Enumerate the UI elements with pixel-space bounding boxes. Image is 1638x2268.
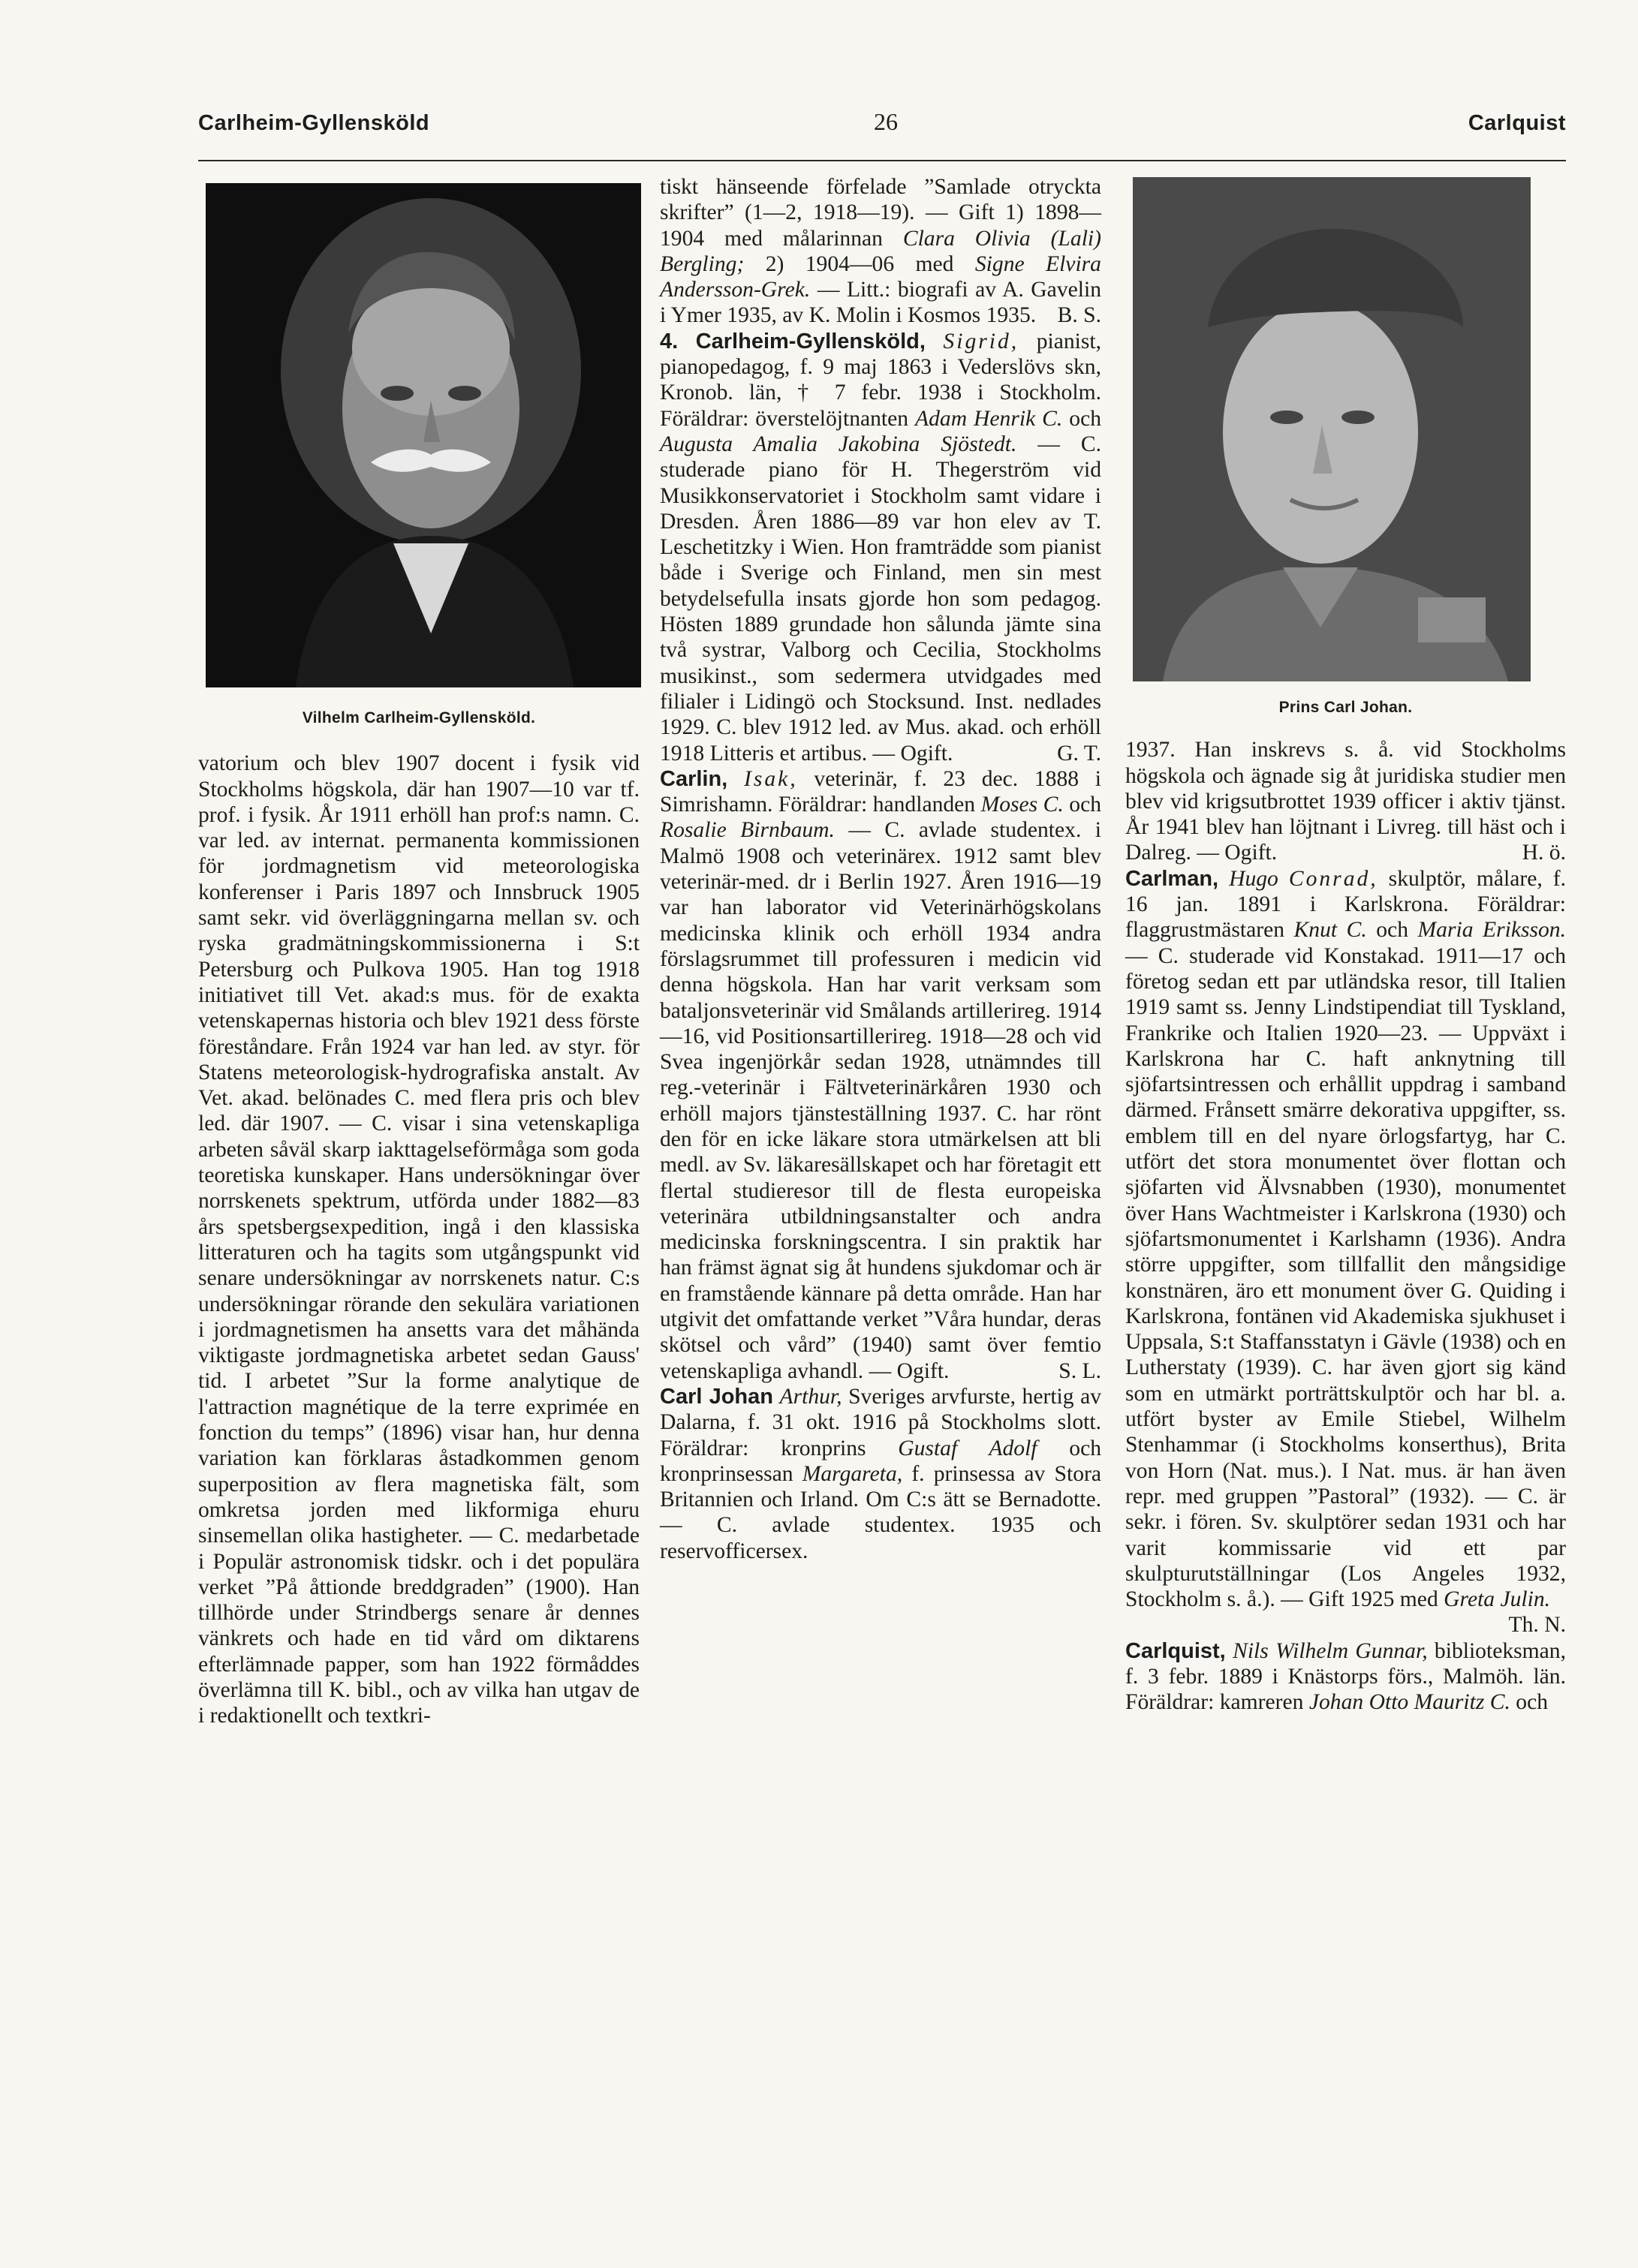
entry-parent-1: Gustaf Adolf [898,1436,1037,1460]
entry-parent-2: Margareta, [802,1461,903,1486]
entry-surname: Carlman, [1125,866,1219,891]
entry-parent-1: Knut C. [1293,918,1367,943]
entry-continuation-text [660,174,1101,329]
entry-parent-1: Adam Henrik C. [915,406,1063,431]
author-signature: S. L. [1058,1358,1101,1383]
entry-carl-johan [660,1384,1101,1564]
entry-text: skulptör, målare, f. 16 jan. 1891 i Karlskrona. Föräldrar: flaggrustmästaren [1125,866,1566,943]
cont-spouse-2: Signe Elvira Andersson-Grek. [660,251,1101,302]
entry-text: Sveriges arvfurste, hertig av Dalarna, f. 31 okt. 1916 på Stockholms slott. Föräldrar: kronprins [660,1384,1102,1460]
cont-text: 1937. Han inskrevs s. å. vid Stockholms högskola och ägnade sig åt juridiska studier men blev vid krigsutbrottet 1939 officer i aktiv tjänst. År 1941 blev han löjtnant i Livreg. till häst och i Dalreg. — Ogift. [1125,738,1566,865]
entry-text: och kronprinsessan [660,1436,1101,1486]
photo-caption-left: Vilhelm Carlheim-Gyllensköld. [302,709,536,726]
entry-surname: Carlquist, [1125,1638,1226,1663]
entry-surname: Carlheim-Gyllensköld, [695,329,926,353]
column-1 [198,174,640,1729]
entry-surname: Carl Johan [660,1384,773,1409]
portrait-illustration [1133,177,1531,681]
entry-carlin [660,766,1101,1384]
entry-parent-2: Rosalie Birnbaum. [660,818,835,843]
photo-caption-right: Prins Carl Johan. [1278,699,1413,716]
column-2 [660,174,1101,1564]
running-head-right: Carlquist [1468,111,1566,135]
entry-text: och [1516,1690,1549,1715]
entry-text: och [1376,918,1408,943]
entry-given-name: Isak, [743,766,798,791]
portrait-photo-carl-johan [1133,177,1531,681]
entry-text: och [1069,406,1101,431]
entry-surname: Carlin, [660,766,728,791]
column-3 [1125,174,1566,1716]
entry-parent-2: Maria Eriksson. [1417,918,1566,943]
cont-spouse-1: Clara Olivia (Lali) Bergling; [660,226,1101,276]
entry-text: biblioteksman, f. 3 febr. 1889 i Knästorps förs., Malmöh. län. Föräldrar: kamreren [1125,1638,1566,1715]
entry-given-name: Nils Wilhelm Gunnar, [1233,1638,1428,1663]
entry-carlman [1125,866,1566,1638]
author-signature: Th. N. [1508,1613,1566,1638]
cont-mid: 2) 1904—06 med [765,251,954,276]
author-signature: G. T. [1057,741,1101,766]
entry-given-name: Conrad, [1288,866,1378,891]
entry-continuation-carl-johan [1125,737,1566,865]
author-signature: H. ö. [1522,841,1566,865]
entry-carlquist [1125,1638,1566,1716]
page-number: 26 [874,108,898,135]
entry-continuation-carlheim-vilhelm: vatorium och blev 1907 docent i fysik vid Stockholms högskola, där han 1907—10 var tf. prof. i fysik. År 1911 erhöll han prof:s namn. C. var led. av internat. permanenta kommissionen för jordmagnetism vid meteorologiska konferenser i Paris 1897 och Innsbruck 1905 samt sekr. vid överläggningarna mellan sv. och ryska gradmätningskommissionerna i S:t Petersburg och Pulkova 1905. Han tog 1918 initiativet till Vet. akad:s mus. för de exakta vetenskapernas historia och blev 1921 dess förste föreståndare. Från 1924 var han led. av styr. för Statens meteorologisk-hydrografiska anstalt. Av Vet. akad. belönades C. med flera pris och blev led. där 1907. — C. visar i sina vetenskapliga arbeten såväl skarp iakttagelseförmåga som goda teoretiska kunskaper. Hans undersökningar över norrskenets spektrum, utförda under 1882—83 års spetsbergsexpedition, ingå i den klassiska litteraturen och ha tagits som utgångspunkt vid senare undersökningar av norrskenets natur. C:s undersökningar rörande den sekulära variationen i jordmagnetismen ha ansetts vara det måhända viktigaste jordmagnetiska arbetet sedan Gauss' tid. I arbetet ”Sur la forme analytique de l'attraction magnétique de la terre exprimée en fonction du temps” (1896) visar han, hur denna variation kan förklaras åstadkommen genom superposition av flera magnetiska fält, som omkretsa jorden med likformiga ehuru sinsemellan olika hastigheter. — C. medarbetade i Populär astronomisk tidskr. och i det populära verket ”På åttionde breddgraden” (1900). Han tillhörde under Strindbergs senare år dennes vänkrets och hade en tid vård om diktarens efterlämnade papper, som han 1922 förmåddes överlämna till K. bibl., och av vilka han utgav de i redaktionellt och textkri- [198,751,640,1728]
portrait-illustration [206,183,641,687]
entry-text: — C. studerade vid Konstakad. 1911—17 och företog sedan ett par utländska resor, till Italien 1919 samt ss. Jenny Lindstipendiat till Tyskland, Frankrike och Italien 1920—23. — Uppväxt i Karlskrona har C. haft anknytning till sjöfartsintressen och erhållit uppdrag i samband därmed. Frånsett smärre dekorativa uppgifter, ss. emblem till en del nyare örlogsfartyg, har C. utfört det stora monumentet över flottan och sjöfarten vid Älvsnabben (1930), monumentet över Hans Wachtmeister i Karlskrona (1930) och sjöfartsmonumentet i Karlshamn (1936). Andra större uppgifter, som tillfallit den mångsidige konstnären, äro ett monument över G. Quiding i Karlskrona, fontänen vid Akademiska sjukhuset i Uppsala, S:t Staffansstatyn i Gävle (1938) och en Lutherstaty (1939). C. har även gjort sig känd som en utmärkt porträttskulptör och har bl. a. utfört byster av Emile Stiebel, Wilhelm Stenhammar (i Stockholms konserthus), Brita von Horn (Nat. mus.). I Nat. mus. är han även repr. med gruppen ”Pastoral” (1932). — C. är sekr. i fören. Sv. skulptörer sedan 1931 och har varit kommissarie vid ett par skulpturutställningar (Los Angeles 1932, Stockholm s. å.). — Gift 1925 med [1125,943,1566,1612]
entry-text: — C. studerade piano för H. Thegerström vid Musikkonservatoriet i Stockholm samt vidare i Dresden. Åren 1886—89 var hon elev av T. Leschetitzky i Wien. Hon framträdde som pianist både i Sverige och Finland, men sin mest betydelsefulla insats gjorde hon som pedagog. Hösten 1889 grundade hon sålunda jämte sina två systrar, Valborg och Cecilia, Stockholms musikinst., som sedermera utvidgades med filialer i Lidingö och Stocksund. Inst. nedlades 1929. C. blev 1912 led. av Mus. akad. och erhöll 1918 Litteris et artibus. — Ogift. [660,432,1102,766]
entry-parent-1: Johan Otto Mauritz C. [1308,1690,1510,1715]
entry-parent-1: Moses C. [980,793,1064,817]
entry-spouse: Greta Julin. [1444,1587,1551,1612]
entry-number: 4. [660,329,679,353]
entry-given-name: Sigrid, [943,329,1019,353]
entry-given-name: Arthur, [779,1384,842,1409]
entry-parent-2: Augusta Amalia Jakobina Sjöstedt. [660,432,1017,456]
entry-sigrid [660,329,1101,766]
entry-text: pianist, pianopedagog, f. 9 maj 1863 i Vederslövs skn, Kronob. län, † 7 febr. 1938 i Stockholm. Föräldrar: överstelöjtnanten [660,329,1101,431]
entry-text: veterinär, f. 23 dec. 1888 i Simrishamn. Föräldrar: handlanden [660,766,1102,817]
entry-text: f. prinsessa av Stora Britannien och Irland. Om C:s ätt se Bernadotte. — C. avlade studentex. 1935 och reservofficersex. [660,1461,1101,1563]
cont-tail: — Litt.: biografi av A. Gavelin i Ymer 1935, av K. Molin i Kosmos 1935. [660,278,1101,328]
running-head [198,104,1566,146]
running-head-left: Carlheim-Gyllensköld [198,111,430,135]
cont-text: tiskt hänseende förfelade ”Samlade otryckta skrifter” (1—2, 1918—19). — Gift 1) 1898—1904 med målarinnan [660,175,1101,251]
author-signature: B. S. [1057,303,1101,328]
entry-first-name: Hugo [1229,866,1278,891]
entry-text: och [1069,793,1101,817]
portrait-photo-vilhelm [206,183,641,687]
entry-text: — C. avlade studentex. i Malmö 1908 och veterinärex. 1912 samt blev veterinär-med. dr i Berlin 1927. Åren 1916—19 var han laborator vid Veterinärhögskolans medicinska klinik och erhöll 1934 andra förslagsrummet till professuren i medicin vid denna högskola. Han har varit verksam som bataljonsveterinär vid Smålands artillerireg. 1914—16, vid Positionsartillerireg. 1918—28 och vid Svea ingenjörkår sedan 1928, utnämndes till reg.-veterinär i Fältveterinärkåren 1930 och erhöll majors tjänsteställning 1937. C. har rönt den för en icke läkare stora utmärkelsen att bli medl. av Sv. läkaresällskapet och har företagit ett flertal studieresor till de flesta europeiska veterinära utbildningsanstalter och andra medicinska forskningscentra. I sin praktik har han främst ägnat sig åt hundens sjukdomar och är en framstående kännare på detta område. Han har utgivit det omfattande verket ”Våra hundar, deras skötsel och vård” (1940) samt över femtio vetenskapliga avhandl. — Ogift. [660,818,1101,1383]
header-rule [198,160,1566,161]
